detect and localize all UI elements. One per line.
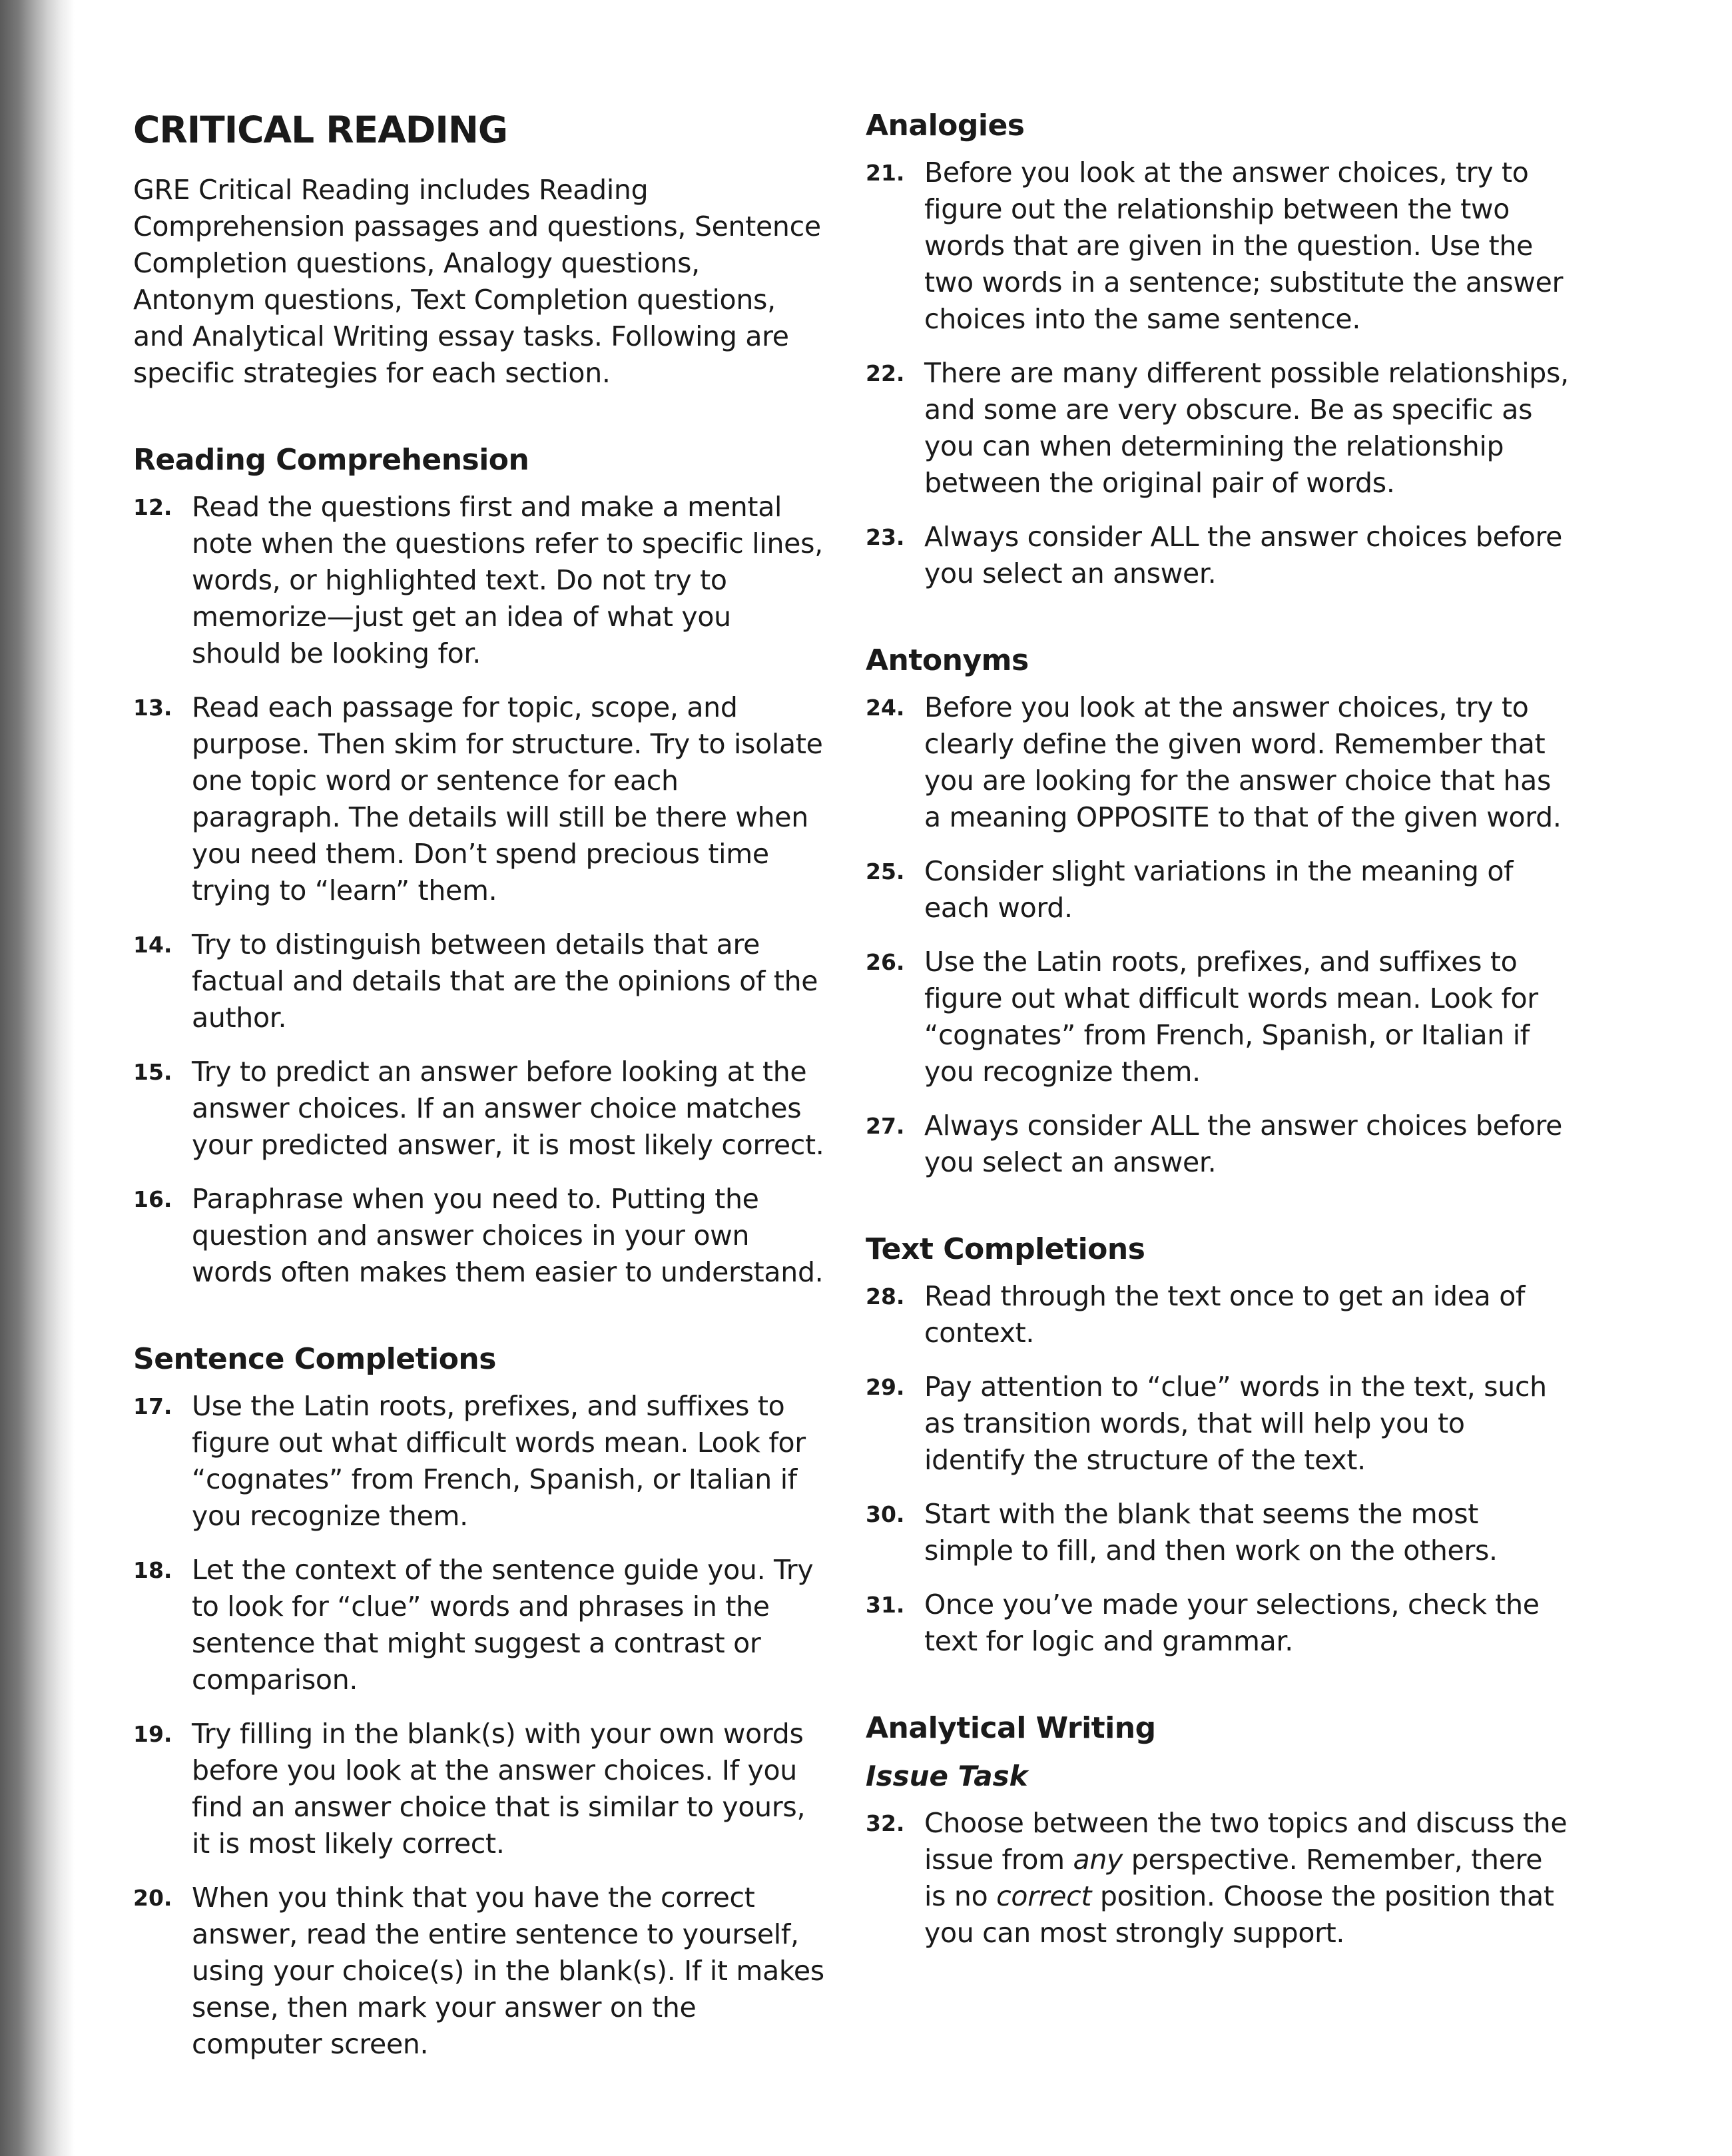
item-number: 28. bbox=[866, 1283, 905, 1309]
list-item bbox=[133, 1388, 826, 1535]
item-number: 19. bbox=[133, 1721, 172, 1747]
list-item bbox=[133, 489, 826, 672]
item-text: Try filling in the blank(s) with your own words before you look at the answer choices. If you find an answer choice that is similar to yours, it is most likely correct. bbox=[192, 1718, 806, 1860]
item-text: Before you look at the answer choices, try to clearly define the given word. Remember that you are looking for the answer choice that has a meaning OPPOSITE to that of the given word. bbox=[924, 691, 1562, 833]
list-item bbox=[866, 519, 1572, 592]
item-text: Try to predict an answer before looking at the answer choices. If an answer choice matches your predicted answer, it is most likely correct. bbox=[192, 1056, 824, 1161]
item-text: When you think that you have the correct answer, read the entire sentence to yourself, using your choice(s) in the blank(s). If it makes sense, then mark your answer on the computer screen. bbox=[192, 1882, 824, 2060]
item-text: Start with the blank that seems the most simple to fill, and then work on the others. bbox=[924, 1498, 1498, 1567]
item-number: 27. bbox=[866, 1113, 905, 1139]
item-number: 16. bbox=[133, 1186, 172, 1212]
section-analytical-writing bbox=[866, 1709, 1572, 1952]
section-heading: Reading Comprehension bbox=[133, 443, 529, 477]
list-item bbox=[133, 1716, 826, 1862]
list-item bbox=[133, 1552, 826, 1698]
item-text: Before you look at the answer choices, try to figure out the relationship between the two words that are given in the question. Use the two words in a sentence; substitute the answer choices into the same sentence. bbox=[924, 157, 1564, 335]
item-text: Use the Latin roots, prefixes, and suffixes to figure out what difficult words mean. Look for “cognates” from French, Spanish, or Italian if you recognize them. bbox=[924, 946, 1538, 1088]
item-number: 18. bbox=[133, 1557, 172, 1583]
section-reading-comprehension bbox=[133, 441, 826, 1291]
item-text bbox=[924, 1805, 1572, 1952]
item-number: 25. bbox=[866, 859, 905, 885]
list-item bbox=[866, 1587, 1572, 1660]
item-text: Read through the text once to get an idea of context. bbox=[924, 1280, 1526, 1349]
item-number: 29. bbox=[866, 1374, 905, 1400]
list-item bbox=[866, 155, 1572, 338]
left-column bbox=[133, 107, 826, 2080]
section-sentence-completions bbox=[133, 1340, 826, 2063]
list-item bbox=[133, 1181, 826, 1291]
list-item bbox=[866, 1108, 1572, 1181]
section-antonyms bbox=[866, 641, 1572, 1181]
item-text: Try to distinguish between details that are factual and details that are the opinions of the author. bbox=[192, 928, 818, 1034]
list-item bbox=[866, 1369, 1572, 1479]
list-item bbox=[866, 1805, 1572, 1952]
list-item bbox=[133, 926, 826, 1036]
item-text: There are many different possible relationships, and some are very obscure. Be as specific as you can when determining the relationship between the original pair of words. bbox=[924, 357, 1569, 499]
list-item bbox=[866, 355, 1572, 502]
list-item bbox=[866, 689, 1572, 836]
item-text: Let the context of the sentence guide you. Try to look for “clue” words and phrases in the sentence that might suggest a contrast or comparison. bbox=[192, 1554, 814, 1696]
list-item bbox=[866, 1278, 1572, 1351]
text-segment: position. Choose the position that you can most strongly support. bbox=[924, 1880, 1554, 1949]
item-text: Read each passage for topic, scope, and purpose. Then skim for structure. Try to isolate one topic word or sentence for each paragraph. The details will still be there when you need them. Don’t spend precious time trying to “learn” them. bbox=[192, 691, 823, 906]
section-heading: Analogies bbox=[866, 109, 1025, 143]
item-number: 26. bbox=[866, 949, 905, 975]
text-segment: Choose between the two topics and discuss the issue from bbox=[924, 1807, 1568, 1876]
text-segment: perspective. Remember, there is no bbox=[924, 1844, 1543, 1912]
emphasis-text: correct bbox=[996, 1880, 1092, 1912]
book-spine-shadow bbox=[0, 0, 75, 2156]
section-heading: Antonyms bbox=[866, 643, 1029, 677]
item-number: 15. bbox=[133, 1059, 172, 1085]
item-number: 22. bbox=[866, 360, 905, 386]
item-text: Always consider ALL the answer choices before you select an answer. bbox=[924, 1110, 1563, 1178]
intro-paragraph: GRE Critical Reading includes Reading Comprehension passages and questions, Sentence Completion questions, Analogy questions, Antonym questions, Text Completion questions, and Analytical Writing essay tasks. Following are specific strategies for each section. bbox=[133, 174, 821, 389]
item-number: 30. bbox=[866, 1501, 905, 1527]
section-analogies bbox=[866, 107, 1572, 592]
right-column bbox=[866, 107, 1572, 1969]
item-number: 14. bbox=[133, 932, 172, 958]
item-number: 21. bbox=[866, 160, 905, 186]
item-text: Once you’ve made your selections, check the text for logic and grammar. bbox=[924, 1589, 1540, 1657]
item-text: Paraphrase when you need to. Putting the question and answer choices in your own words often makes them easier to understand. bbox=[192, 1183, 824, 1288]
item-number: 12. bbox=[133, 494, 172, 520]
list-item bbox=[866, 944, 1572, 1090]
item-text: Read the questions first and make a mental note when the questions refer to specific lines, words, or highlighted text. Do not try to memorize—just get an idea of what you should be looking for. bbox=[192, 491, 823, 669]
item-text: Use the Latin roots, prefixes, and suffixes to figure out what difficult words mean. Look for “cognates” from French, Spanish, or Italian if you recognize them. bbox=[192, 1390, 806, 1532]
item-number: 20. bbox=[133, 1885, 172, 1911]
item-number: 23. bbox=[866, 524, 905, 550]
item-number: 32. bbox=[866, 1810, 905, 1836]
list-item bbox=[133, 689, 826, 909]
emphasis-text: any bbox=[1073, 1844, 1123, 1876]
list-item bbox=[133, 1880, 826, 2063]
section-heading: Text Completions bbox=[866, 1232, 1145, 1266]
page-title: CRITICAL READING bbox=[133, 109, 508, 151]
item-text: Pay attention to “clue” words in the text, such as transition words, that will help you to identify the structure of the text. bbox=[924, 1371, 1547, 1476]
item-number: 24. bbox=[866, 695, 905, 721]
section-heading: Analytical Writing bbox=[866, 1711, 1156, 1745]
section-text-completions bbox=[866, 1230, 1572, 1660]
item-text: Consider slight variations in the meaning of each word. bbox=[924, 855, 1514, 924]
list-item bbox=[866, 853, 1572, 926]
section-heading: Sentence Completions bbox=[133, 1342, 496, 1376]
item-text: Always consider ALL the answer choices before you select an answer. bbox=[924, 521, 1563, 589]
list-item bbox=[866, 1496, 1572, 1569]
subsection-heading: Issue Task bbox=[866, 1760, 1028, 1792]
item-number: 13. bbox=[133, 695, 172, 721]
item-number: 31. bbox=[866, 1592, 905, 1618]
list-item bbox=[133, 1054, 826, 1164]
item-number: 17. bbox=[133, 1393, 172, 1419]
